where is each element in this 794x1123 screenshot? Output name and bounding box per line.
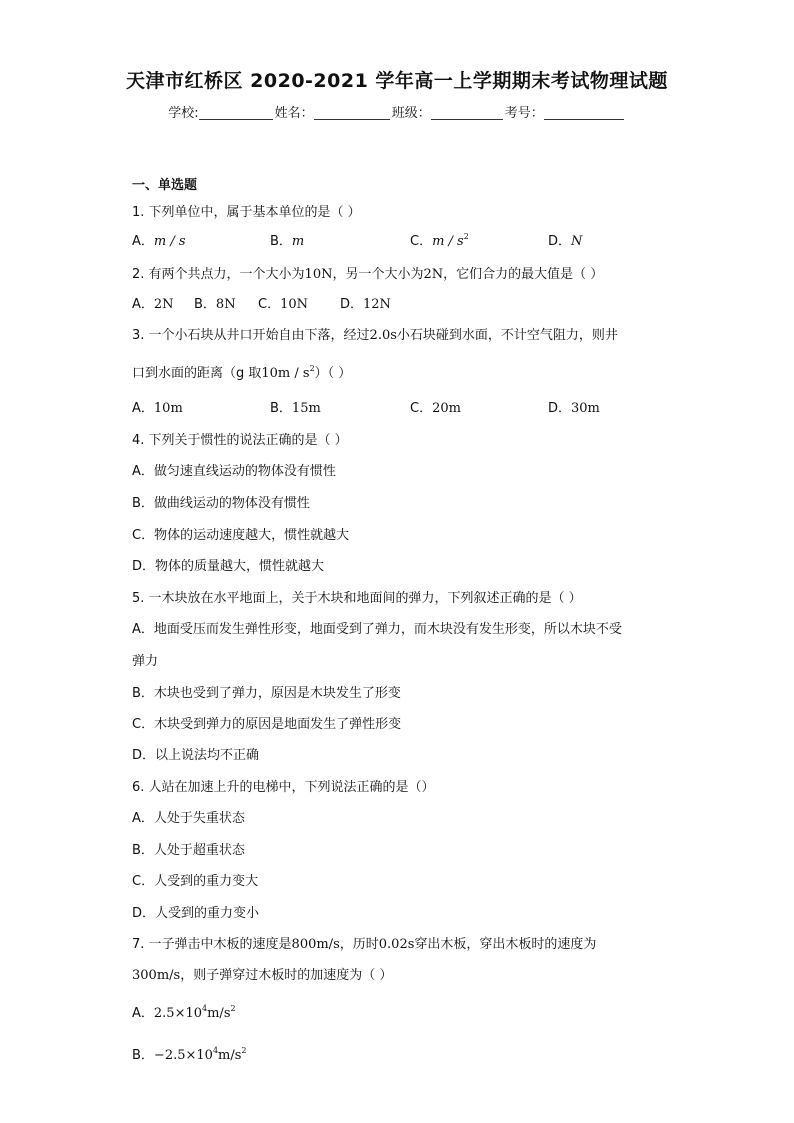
q6-option-b: B．人处于超重状态	[132, 843, 245, 858]
q5-option-b: B．木块也受到了弹力，原因是木块发生了形变	[132, 686, 401, 701]
q1-option-b: B．m	[270, 234, 305, 249]
question-5-stem: 5. 一木块放在水平地面上，关于木块和地面间的弹力，下列叙述正确的是（ ）	[132, 591, 582, 606]
q2-option-b: B．8N	[194, 297, 236, 312]
q5-option-a-line-1: A．地面受压而发生弹性形变，地面受到了弹力，而木块没有发生形变，所以木块不受	[132, 622, 622, 637]
school-label: 学校:	[168, 106, 199, 121]
q6-option-d: D．人受到的重力变小	[132, 906, 260, 921]
q7-option-b: B．$-2.5\times 10^4m/s^2$	[132, 1046, 247, 1063]
q6-option-a: A．人处于失重状态	[132, 811, 245, 826]
question-3-stem-line-1: 3. 一个小石块从井口开始自由下落，经过2.0s小石块碰到水面，不计空气阻力，则井	[132, 328, 618, 343]
q4-option-a: A．做匀速直线运动的物体没有惯性	[132, 464, 336, 479]
exam-number-field[interactable]	[544, 105, 624, 120]
q3-option-c: C．20m	[410, 401, 461, 416]
question-4-stem: 4. 下列关于惯性的说法正确的是（ ）	[132, 433, 348, 448]
exam-title: 天津市红桥区 2020-2021 学年高一上学期期末考试物理试题	[126, 70, 668, 92]
q3-option-a: A．10m	[132, 401, 183, 416]
q7-option-a: A．$2.5\times 10^4m/s^2$	[132, 1004, 236, 1021]
question-2-stem: 2. 有两个共点力，一个大小为10N，另一个大小为2N，它们合力的最大值是（ ）	[132, 267, 604, 282]
q3-option-d: D．30m	[548, 401, 600, 416]
q5-option-c: C．木块受到弹力的原因是地面发生了弹性形变	[132, 717, 402, 732]
q4-option-b: B．做曲线运动的物体没有惯性	[132, 496, 310, 511]
name-field[interactable]	[314, 105, 390, 120]
q2-option-d: D．12N	[340, 297, 391, 312]
question-6-stem: 6. 人站在加速上升的电梯中，下列说法正确的是（）	[132, 780, 435, 795]
exam-number-label: 考号：	[504, 106, 544, 121]
q5-option-a-line-2: 弹力	[132, 654, 159, 669]
q4-option-c: C．物体的运动速度越大，惯性就越大	[132, 528, 350, 543]
section-title: 一、单选题	[132, 178, 198, 193]
q1-option-d: D．N	[548, 234, 583, 249]
student-info-line	[0, 102, 794, 121]
question-3-stem-line-2: 口到水面的距离（g 取$10m / s^2$）（ ）	[132, 364, 352, 381]
q2-option-c: C．10N	[258, 297, 308, 312]
q5-option-d: D．以上说法均不正确	[132, 748, 260, 763]
q1-option-c: C．m / $s^2$	[410, 232, 469, 249]
name-label: 姓名：	[274, 106, 314, 121]
question-7-stem-line-2: 300m/s，则子弹穿过木板时的加速度为（ ）	[132, 968, 393, 983]
class-field[interactable]	[431, 105, 503, 120]
q3-option-b: B．15m	[270, 401, 321, 416]
question-7-stem-line-1: 7. 一子弹击中木板的速度是800m/s，历时0.02s穿出木板，穿出木板时的速度为	[132, 937, 597, 952]
q4-option-d: D．物体的质量越大，惯性就越大	[132, 559, 325, 574]
q1-option-a: A．m / s	[132, 234, 186, 249]
question-1-stem: 1. 下列单位中，属于基本单位的是（ ）	[132, 205, 361, 220]
class-label: 班级：	[391, 106, 431, 121]
school-field[interactable]	[199, 105, 273, 120]
q6-option-c: C．人受到的重力变大	[132, 874, 259, 889]
q2-option-a: A．2N	[132, 297, 174, 312]
